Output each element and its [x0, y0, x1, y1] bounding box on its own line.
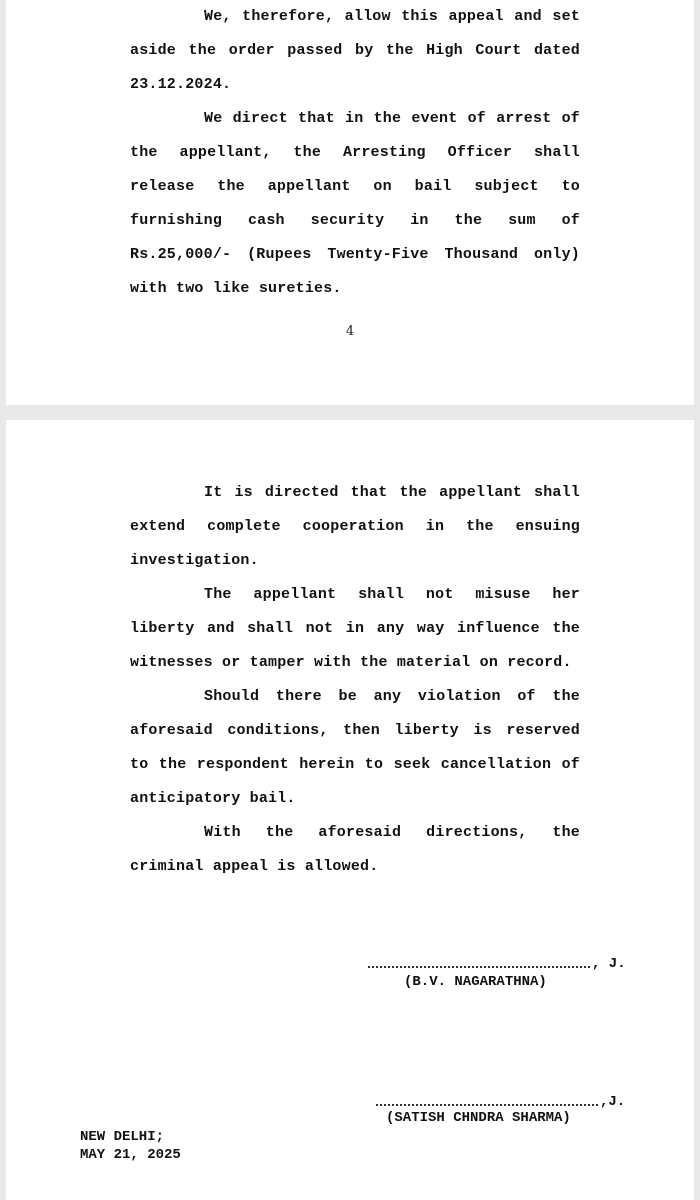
paragraph-liberty: The appellant shall not misuse her liberty and shall not in any way influence the witnesses or tamper with the material on record.: [130, 586, 580, 671]
paragraph-violation: Should there be any violation of the aforesaid conditions, then liberty is reserved to the respondent herein to seek cancellation of anticipatory bail.: [130, 688, 580, 807]
signature-suffix: ,J.: [600, 1094, 626, 1110]
document-page-4: [6, 0, 694, 405]
signature-line-2: [376, 1094, 625, 1110]
date: MAY 21, 2025: [80, 1147, 181, 1163]
signature-suffix: , J.: [592, 956, 626, 972]
document-page-5: [6, 420, 694, 1200]
judge-name-1: (B.V. NAGARATHNA): [404, 974, 547, 990]
page-number: 4: [345, 324, 355, 339]
paragraph-set-aside-order: We, therefore, allow this appeal and set aside the order passed by the High Court dated 23.12.2024.: [130, 8, 580, 93]
place: NEW DELHI;: [80, 1129, 165, 1145]
signature-dotted-line: [376, 1096, 598, 1106]
paragraph-appeal-allowed: With the aforesaid directions, the criminal appeal is allowed.: [130, 824, 580, 875]
paragraph-bail-direction: We direct that in the event of arrest of the appellant, the Arresting Officer shall release the appellant on bail subject to furnishing cash security in the sum of Rs.25,000/- (Rupees Twenty-Five Thousand only) with two like sureties.: [130, 110, 580, 297]
signature-dotted-line: [368, 958, 590, 968]
paragraph-cooperation: It is directed that the appellant shall extend complete cooperation in the ensuing investigation.: [130, 484, 580, 569]
judge-name-2: (SATISH CHNDRA SHARMA): [386, 1110, 571, 1126]
signature-line-1: [368, 956, 626, 972]
